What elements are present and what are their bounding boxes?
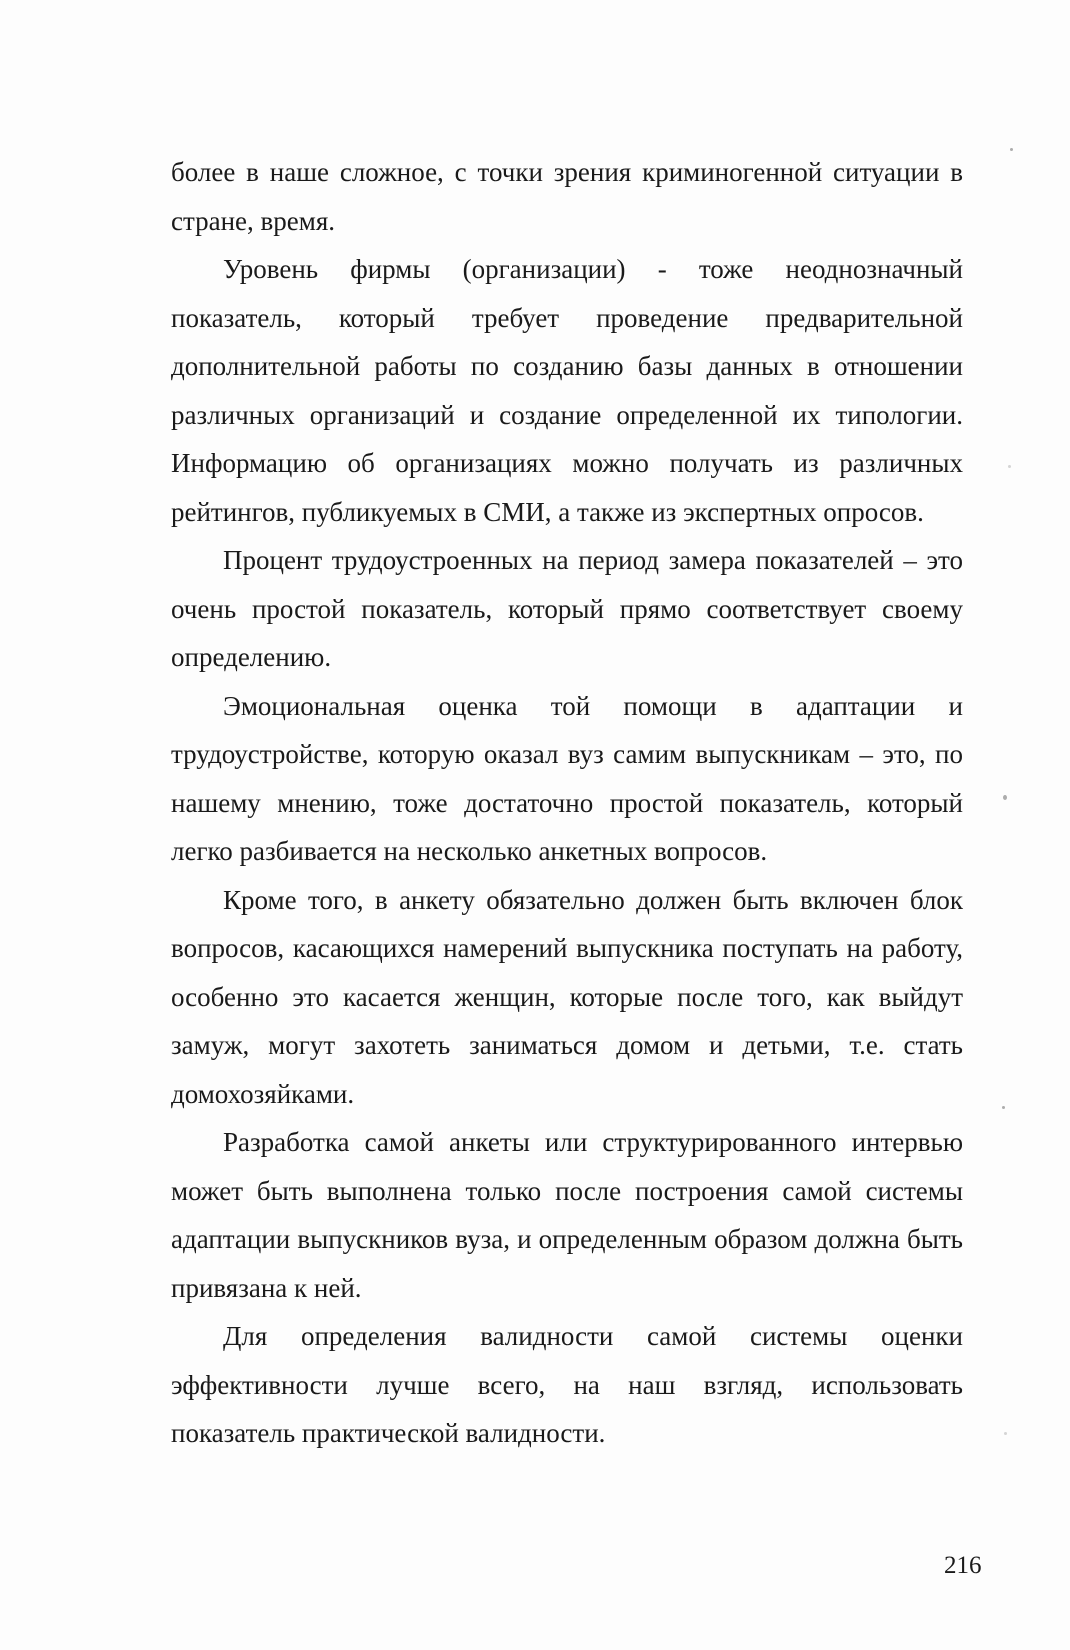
scan-speck [1008,465,1011,468]
paragraph-questionnaire-development: Разработка самой анкеты или структурированного интервью может быть выполнена только после построения самой системы адаптации выпускников вуза, и определенным образом должна быть привязана к ней. [171,1127,963,1303]
scan-speck [1010,148,1013,151]
paragraph-continuation: более в наше сложное, с точки зрения криминогенной ситуации в стране, время. [171,157,963,236]
paragraph-employment-percent: Процент трудоустроенных на период замера показателей – это очень простой показатель, который прямо соответствует своему определению. [171,545,963,672]
body-text [171,148,963,1458]
scan-speck [1002,1106,1005,1109]
paragraph-company-level: Уровень фирмы (организации) - тоже неоднозначный показатель, который требует проведение предварительной дополнительной работы по созданию базы данных в отношении различных организаций и создание определенной их типологии. Информацию об организациях можно получать из различных рейтингов, публикуемых в СМИ, а также из экспертных опросов. [171,254,963,527]
scan-speck [1004,1432,1007,1435]
scan-speck [1003,795,1007,800]
page-number: 216 [944,1552,982,1579]
paragraph-validity: Для определения валидности самой системы оценки эффективности лучше всего, на наш взгляд, использовать показатель практической валидности. [171,1321,963,1448]
paragraph-questionnaire-block: Кроме того, в анкету обязательно должен быть включен блок вопросов, касающихся намерений выпускника поступать на работу, особенно это касается женщин, которые после того, как выйдут замуж, могут захотеть заниматься домом и детьми, т.е. стать домохозяйками. [171,884,963,1109]
paragraph-emotional-assessment: Эмоциональная оценка той помощи в адаптации и трудоустройстве, которую оказал вуз самим выпускникам – это, по нашему мнению, тоже достаточно простой показатель, который легко разбивается на несколько анкетных вопросов. [171,690,963,866]
